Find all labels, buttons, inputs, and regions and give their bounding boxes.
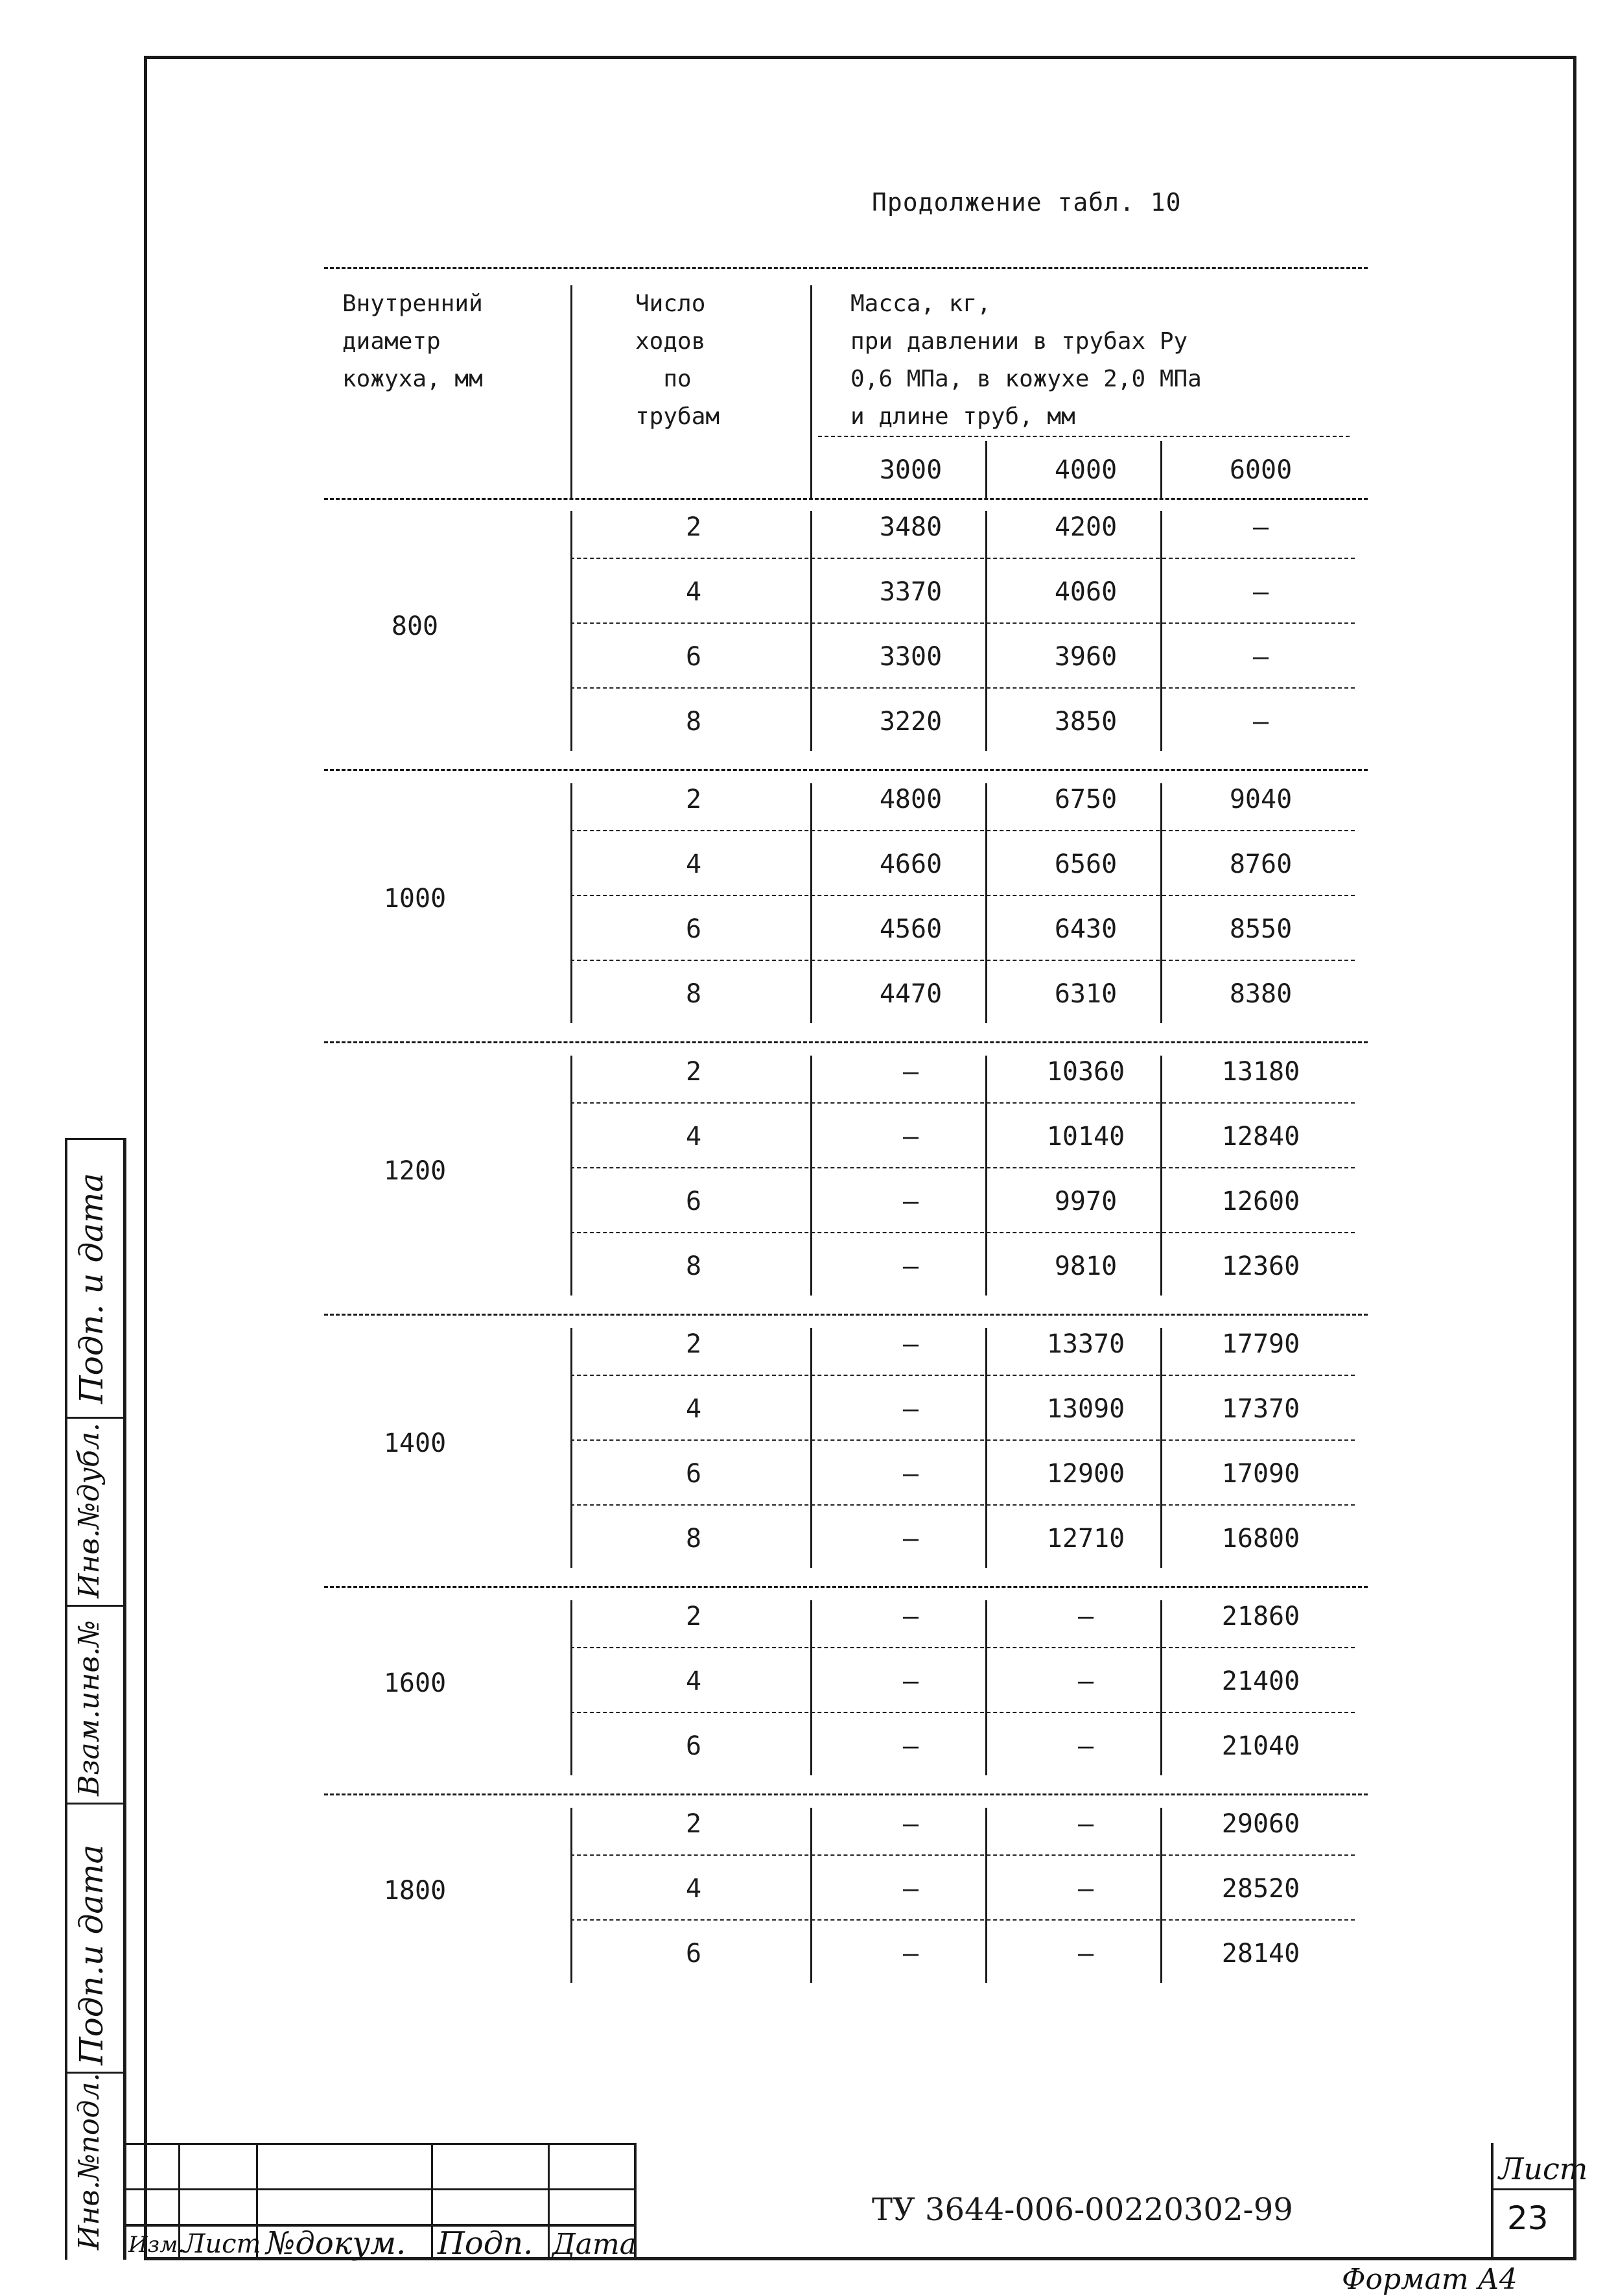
row-separator xyxy=(570,558,1355,559)
title-block-top xyxy=(123,2143,635,2145)
cell-mass-4000: – xyxy=(1077,1731,1094,1761)
row-separator xyxy=(570,1439,1355,1441)
cell-mass-4000: – xyxy=(1077,1939,1094,1969)
column-separator xyxy=(985,1808,987,1983)
cell-mass-4000: – xyxy=(1077,1602,1094,1631)
cell-mass-4000: 6310 xyxy=(1054,979,1118,1009)
tb-podp: Подп. xyxy=(438,2225,533,2262)
column-separator xyxy=(1160,1808,1162,1983)
cell-mass-4000: 13090 xyxy=(1046,1394,1125,1424)
tb-list: Лист xyxy=(183,2229,261,2259)
cell-passes: 2 xyxy=(685,1602,702,1631)
column-separator xyxy=(985,1600,987,1775)
cell-diameter: 800 xyxy=(391,611,439,641)
cell-mass-3000: 4800 xyxy=(879,785,943,814)
cell-diameter: 1400 xyxy=(383,1428,447,1458)
side-inv-dubl: Инв.№дубл. xyxy=(73,1423,106,1598)
cell-mass-6000: – xyxy=(1252,577,1269,607)
cell-mass-4000: 4060 xyxy=(1054,577,1118,607)
cell-mass-6000: 28520 xyxy=(1221,1874,1300,1904)
cell-mass-4000: 9970 xyxy=(1054,1187,1118,1216)
cell-mass-3000: 4560 xyxy=(879,914,943,944)
cell-passes: 2 xyxy=(685,512,702,542)
cell-mass-3000: – xyxy=(902,1524,919,1554)
cell-passes: 2 xyxy=(685,785,702,814)
title-block-row-1 xyxy=(123,2188,635,2190)
cell-mass-4000: 6430 xyxy=(1054,914,1118,944)
row-separator xyxy=(570,830,1355,831)
cell-diameter: 1600 xyxy=(383,1668,447,1698)
side-inv-podl: Инв.№подл. xyxy=(73,2072,106,2250)
cell-mass-3000: 3370 xyxy=(879,577,943,607)
cell-mass-4000: 4200 xyxy=(1054,512,1118,542)
title-block-sep-c xyxy=(431,2143,433,2260)
cell-mass-6000: 12360 xyxy=(1221,1251,1300,1281)
cell-passes: 8 xyxy=(685,1524,702,1554)
side-stamp-border xyxy=(123,1138,126,2260)
column-separator xyxy=(570,1056,572,1296)
row-separator xyxy=(570,1504,1355,1506)
cell-mass-6000: 8380 xyxy=(1229,979,1293,1009)
cell-diameter: 1000 xyxy=(383,884,447,914)
cell-mass-3000: – xyxy=(902,1394,919,1424)
row-separator xyxy=(570,1102,1355,1104)
row-separator xyxy=(570,895,1355,896)
cell-mass-3000: 4470 xyxy=(879,979,943,1009)
document-code: ТУ 3644-006-00220302-99 xyxy=(872,2192,1293,2228)
cell-mass-4000: 9810 xyxy=(1054,1251,1118,1281)
header-length-4000: 4000 xyxy=(1054,455,1118,485)
cell-mass-4000: – xyxy=(1077,1874,1094,1904)
cell-passes: 4 xyxy=(685,1122,702,1152)
cell-mass-4000: 12900 xyxy=(1046,1459,1125,1489)
cell-mass-3000: 4660 xyxy=(879,849,943,879)
cell-mass-4000: 6750 xyxy=(1054,785,1118,814)
cell-mass-3000: – xyxy=(902,1057,919,1087)
row-separator xyxy=(570,1712,1355,1713)
cell-diameter: 1200 xyxy=(383,1156,447,1186)
row-separator xyxy=(570,1375,1355,1376)
column-separator xyxy=(1160,1328,1162,1568)
cell-mass-3000: – xyxy=(902,1666,919,1696)
cell-mass-4000: 12710 xyxy=(1046,1524,1125,1554)
column-separator xyxy=(810,511,812,751)
cell-mass-4000: – xyxy=(1077,1666,1094,1696)
cell-mass-6000: 21860 xyxy=(1221,1602,1300,1631)
row-separator xyxy=(570,1919,1355,1921)
group-separator xyxy=(324,1793,1368,1795)
cell-mass-3000: 3300 xyxy=(879,642,943,672)
column-separator xyxy=(1160,783,1162,1023)
group-separator xyxy=(324,1041,1368,1043)
format-label: Формат А4 xyxy=(1342,2263,1517,2296)
group-separator xyxy=(324,1586,1368,1588)
column-separator xyxy=(570,511,572,751)
header-length-6000: 6000 xyxy=(1229,455,1293,485)
header-col-separator xyxy=(570,285,572,499)
column-separator xyxy=(985,511,987,751)
column-separator xyxy=(570,783,572,1023)
sheet-box-divider xyxy=(1491,2188,1575,2190)
cell-mass-4000: – xyxy=(1077,1809,1094,1839)
header-bottom-rule xyxy=(324,498,1368,500)
cell-passes: 6 xyxy=(685,642,702,672)
cell-passes: 2 xyxy=(685,1057,702,1087)
cell-mass-6000: – xyxy=(1252,707,1269,737)
cell-mass-4000: 3850 xyxy=(1054,707,1118,737)
cell-mass-6000: 29060 xyxy=(1221,1809,1300,1839)
cell-mass-3000: 3480 xyxy=(879,512,943,542)
header-col-mass: Масса, кг, при давлении в трубах Ру 0,6 МПа, в кожухе 2,0 МПа и длине труб, мм xyxy=(850,290,1202,430)
cell-passes: 8 xyxy=(685,1251,702,1281)
cell-mass-6000: 8550 xyxy=(1229,914,1293,944)
cell-mass-3000: – xyxy=(902,1459,919,1489)
cell-mass-3000: – xyxy=(902,1187,919,1216)
column-separator xyxy=(810,1056,812,1296)
group-separator xyxy=(324,769,1368,771)
cell-mass-4000: 6560 xyxy=(1054,849,1118,879)
cell-mass-6000: 12600 xyxy=(1221,1187,1300,1216)
cell-passes: 4 xyxy=(685,1666,702,1696)
continuation-title: Продолжение табл. 10 xyxy=(872,188,1182,217)
cell-passes: 4 xyxy=(685,1394,702,1424)
header-col-separator xyxy=(810,285,812,499)
cell-mass-6000: – xyxy=(1252,512,1269,542)
column-separator xyxy=(1160,1056,1162,1296)
cell-mass-4000: 10140 xyxy=(1046,1122,1125,1152)
cell-mass-6000: 12840 xyxy=(1221,1122,1300,1152)
row-separator xyxy=(570,1232,1355,1233)
column-separator xyxy=(570,1328,572,1568)
side-podp-data-top: Подп. и дата xyxy=(73,1172,110,1404)
side-stamp-div-3 xyxy=(65,1605,126,1607)
cell-mass-6000: – xyxy=(1252,642,1269,672)
column-separator xyxy=(985,1328,987,1568)
side-stamp-outer xyxy=(65,1138,67,2260)
cell-passes: 4 xyxy=(685,1874,702,1904)
column-separator xyxy=(985,1056,987,1296)
cell-mass-4000: 13370 xyxy=(1046,1329,1125,1359)
group-separator xyxy=(324,1314,1368,1316)
side-podp-data-bottom: Подп.и дата xyxy=(73,1844,110,2065)
side-stamp-div-2 xyxy=(65,1417,126,1419)
column-separator xyxy=(810,1600,812,1775)
cell-mass-6000: 16800 xyxy=(1221,1524,1300,1554)
column-separator xyxy=(810,1808,812,1983)
cell-mass-3000: – xyxy=(902,1329,919,1359)
cell-mass-6000: 28140 xyxy=(1221,1939,1300,1969)
cell-mass-3000: 3220 xyxy=(879,707,943,737)
cell-passes: 2 xyxy=(685,1809,702,1839)
tb-n-dokum: №докум. xyxy=(266,2225,406,2262)
cell-mass-3000: – xyxy=(902,1122,919,1152)
cell-mass-3000: – xyxy=(902,1874,919,1904)
cell-mass-6000: 17790 xyxy=(1221,1329,1300,1359)
cell-passes: 8 xyxy=(685,707,702,737)
column-separator xyxy=(985,783,987,1023)
side-stamp-div-1 xyxy=(65,1138,126,1140)
cell-mass-6000: 8760 xyxy=(1229,849,1293,879)
row-separator xyxy=(570,960,1355,961)
column-separator xyxy=(810,783,812,1023)
column-separator xyxy=(1160,1600,1162,1775)
tb-izm: Изм. xyxy=(128,2232,185,2258)
header-length-3000: 3000 xyxy=(879,455,943,485)
cell-passes: 4 xyxy=(685,849,702,879)
cell-mass-3000: – xyxy=(902,1809,919,1839)
header-col-separator xyxy=(1160,441,1162,498)
cell-passes: 8 xyxy=(685,979,702,1009)
cell-mass-3000: – xyxy=(902,1251,919,1281)
column-separator xyxy=(810,1328,812,1568)
cell-passes: 6 xyxy=(685,1939,702,1969)
row-separator xyxy=(570,1647,1355,1648)
cell-mass-6000: 17090 xyxy=(1221,1459,1300,1489)
sheet-label: Лист xyxy=(1499,2151,1588,2186)
side-vzam-inv: Взам.инв.№ xyxy=(73,1620,106,1796)
sheet-number: 23 xyxy=(1507,2199,1549,2237)
tb-data: Дата xyxy=(552,2228,637,2261)
cell-mass-6000: 9040 xyxy=(1229,785,1293,814)
row-separator xyxy=(570,1854,1355,1856)
row-separator xyxy=(570,622,1355,624)
column-separator xyxy=(1160,511,1162,751)
cell-mass-6000: 17370 xyxy=(1221,1394,1300,1424)
row-separator xyxy=(570,687,1355,689)
cell-passes: 6 xyxy=(685,1459,702,1489)
cell-mass-6000: 13180 xyxy=(1221,1057,1300,1087)
cell-passes: 2 xyxy=(685,1329,702,1359)
column-separator xyxy=(570,1808,572,1983)
row-separator xyxy=(570,1167,1355,1168)
cell-passes: 6 xyxy=(685,1187,702,1216)
header-col-diameter: Внутренний диаметр кожуха, мм xyxy=(342,290,483,392)
cell-passes: 6 xyxy=(685,914,702,944)
cell-passes: 4 xyxy=(685,577,702,607)
sheet-box-left xyxy=(1491,2143,1493,2260)
cell-mass-3000: – xyxy=(902,1939,919,1969)
cell-mass-4000: 3960 xyxy=(1054,642,1118,672)
cell-mass-3000: – xyxy=(902,1602,919,1631)
header-col-separator xyxy=(985,441,987,498)
cell-mass-6000: 21400 xyxy=(1221,1666,1300,1696)
title-block-sep-d xyxy=(548,2143,550,2260)
cell-passes: 6 xyxy=(685,1731,702,1761)
cell-diameter: 1800 xyxy=(383,1876,447,1906)
column-separator xyxy=(570,1600,572,1775)
header-col-passes: Число ходов по трубам xyxy=(635,290,720,430)
cell-mass-6000: 21040 xyxy=(1221,1731,1300,1761)
cell-mass-4000: 10360 xyxy=(1046,1057,1125,1087)
cell-mass-3000: – xyxy=(902,1731,919,1761)
side-stamp-div-4 xyxy=(65,1803,126,1805)
